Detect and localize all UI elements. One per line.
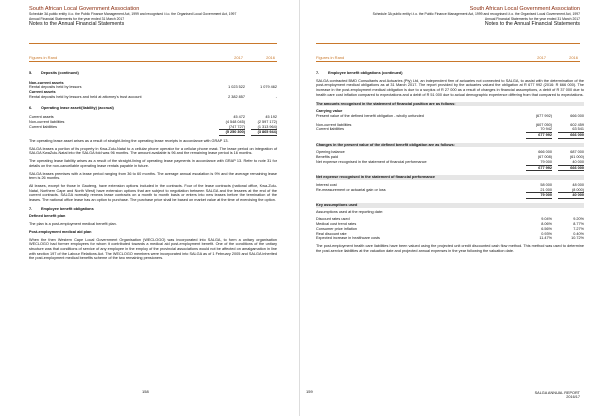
- paragraph: The post-employment health care liabilities have been valued using the projected unit credit discounted cash flow method. This method was used to determine the post-service liabilities at the valuation date and projected annual expenses in the year following the valuation date.: [316, 243, 584, 253]
- total-row: 79 000 40 000: [316, 192, 584, 199]
- table-row: Current liabilities 70 942 63 541: [316, 127, 584, 132]
- band-year-2016: 2016: [266, 55, 275, 60]
- table-row: Interest cost 58 000 48 000: [316, 182, 584, 187]
- ca-label: Current assets: [29, 90, 56, 95]
- table-row: Real discount rate 0.93% 0.40%: [316, 231, 584, 236]
- table-row: Re-measurement or actuarial gain or loss 21 000 (8 000): [316, 187, 584, 192]
- period-line: Annual Financial Statements for the year ended 31 March 2017: [29, 16, 125, 21]
- paragraph: The plan is a post-employment medical benefit plan.: [29, 222, 117, 227]
- doc-title: Notes to the Annual Financial Statements: [484, 20, 580, 27]
- total-row: 677 992 666 000: [316, 132, 584, 139]
- subheading: Post-employment medical aid plan: [29, 229, 92, 234]
- footer-title: SALGA ANNUAL REPORT: [534, 390, 580, 395]
- band-year-2017: 2017: [234, 55, 243, 60]
- section-heading: 7. Employee benefit obligations (continued): [316, 71, 403, 75]
- table-heading: Net expense recognised in the statement of financial performance: [316, 175, 584, 180]
- org-name: South African Local Government Association: [29, 6, 140, 12]
- subheading: Defined benefit plan: [29, 214, 66, 219]
- band-year-2017: 2017: [537, 55, 546, 60]
- table-row: Medical cost trend rates 8.06% 8.77%: [316, 222, 584, 227]
- schedule-line: Schedule 3A public entity i.t.o. the Public Finance Management Act, 1999 and recognised i.t.o. the Organised Local Government Act, 1997: [29, 12, 237, 17]
- liability-split-table: [316, 123, 584, 139]
- section-heading: 7. Employee benefit obligations: [29, 206, 94, 211]
- table-row: Benefits paid (67 008) (61 000): [316, 155, 584, 160]
- section-heading: 6. Operating lease asset/(liability) (accrual): [29, 105, 114, 110]
- table-row: Rental deposits held by lessors 1 023 522 1 079 462: [29, 85, 277, 90]
- paragraph: All leases, except for those in Gauteng, have extension options included in the contracts. Four of the lease contracts (national office, Kwa-Zulu-Natal, Northern Cape and North West) have extension options that are subject to negotiation between SALGA and the lessees at the end of the current contracts. SALGA normally renews lease contracts on a month to month basis or enters into new leases before the termination of the leases. The national office lease has an option to purchase. The purchase price shall be based on market value at the time of exercising the option.: [29, 183, 277, 203]
- table-row: Non-current liabilities (607 050) 602 459: [316, 122, 584, 127]
- page-number: 158: [142, 389, 149, 394]
- table-row: Rental deposits held by lessors and held at attorney's trust account 2 382 857 -: [29, 94, 277, 99]
- schedule-line: Schedule 3A public entity i.t.o. the Public Finance Management Act, 1999 and recognised i.t.o. the Organised Local Government Act, 1997: [372, 12, 580, 17]
- table-row: Discount rates used 9.04% 9.20%: [316, 217, 584, 222]
- assumptions-table: [316, 217, 584, 241]
- paragraph: When the then Western Cape Local Government Organisation (WECLOGO) was incorporated into SALGA, to form a unitary organisation WECLOGO had former employees for whom it contributed towards a medical aid post-employment benefit. One of the conditions of the unitary structure was that conditions of service of any employee in the employ of the provincial associations would not be affected on amalgamation in line with section 197 of the Labour Relations Act. The WECLOGO members were incorporated into SALGA as of 1 February 2005 and SALGA inherited the post-employment medical benefits scheme of the two remaining pensioners.: [29, 237, 277, 261]
- table-row: Current liabilities (747 727) (1 313 964): [29, 124, 277, 129]
- figures-band: [316, 55, 580, 62]
- table-heading: Changes in the present value of the defined benefit obligation are as follows:: [316, 143, 584, 148]
- org-name: South African Local Government Association: [469, 6, 580, 12]
- header-rule: [29, 43, 277, 44]
- band-unit: Figures in Rand: [29, 55, 58, 60]
- table-row: Non-current liabilities (4 548 045) (2 597 172): [29, 119, 277, 124]
- table-row: Current assets 45 472 45 192: [29, 115, 277, 120]
- paragraph: SALGA leases a portion of its property in Kwa-Zulu-Natal to a cellular phone operator for a cellular phone mast. The lease period on integration of SALGA KwaZulu-Natal into the SALGA fold was 96 months. The amount available is 96 and the remaining lease period is 16 months.: [29, 146, 277, 156]
- paragraph: The operating lease liability arises as a result of the straight-lining of operating lease payments in accordance with GRAP 13. Refer to note 31 for details on the non-cancellable operating lease rentals payable in future.: [29, 159, 277, 168]
- section-heading: 5. Deposits (continued): [29, 71, 79, 75]
- report-footer: [535, 391, 580, 400]
- figures-band: [29, 55, 277, 62]
- table-heading: The amounts recognised in the statement of financial position are as follows:: [316, 102, 584, 107]
- page-number: 159: [306, 389, 313, 394]
- doc-title: Notes to the Annual Financial Statements: [29, 20, 125, 27]
- oplease-table: [29, 115, 277, 136]
- left-content: [29, 68, 277, 261]
- band-unit: Figures in Rand: [316, 55, 345, 60]
- right-content: [316, 68, 584, 253]
- table-row: Opening balance 666 000 687 000: [316, 150, 584, 155]
- paragraph: The operating lease asset arises as a result of straight-lining the operating lease receipts in accordance with GRAP 13.: [29, 139, 229, 144]
- table-heading: Key assumptions used: [316, 203, 584, 208]
- changes-table: [316, 150, 584, 171]
- table-row: Expected increase in healthcare costs 11.47% 10.72%: [316, 236, 584, 241]
- net-expense-table: [316, 183, 584, 199]
- period-line: Annual Financial Statements for the year ended 31 March 2017: [484, 16, 580, 21]
- footer-year: 2016/17: [566, 395, 580, 400]
- paragraph: SALGA contracted BMD Consultants and Actuaries (Pty) Ltd, an independent firm of actuaries not connected to SALGA, to assist with the determination of the post-employment medical obligations as at 31 March 2017. The report provided by the actuaries valued the obligation at R 677 992 (2016: R 666 000). The increase in the post-employment medical obligation is due to a surplus of R 27 000 as a result of changes in financial assumptions, a debit of R 37 000 due to health care cost inflation compared to expectations and a debit of R 51 000 due to actual demographic experience differing from that compared to expectations.: [316, 78, 584, 97]
- page-header: [340, 6, 580, 27]
- total-row: (5 250 300) (3 865 944): [29, 129, 277, 136]
- nca-label: Non-current assets: [29, 80, 64, 85]
- page-header: [29, 6, 269, 27]
- right-page: [300, 0, 600, 416]
- table-row: Net expense recognised in the statement of financial performance 79 000 40 000: [316, 159, 584, 164]
- subheading: Assumptions used at the reporting date:: [316, 209, 384, 214]
- subheading: Carrying value: [316, 109, 343, 114]
- table-row: Consumer price inflation 6.56% 7.27%: [316, 226, 584, 231]
- paragraph: SALGA leases premises with a lease period ranging from 36 to 60 months. The average annual escalation is 9% and the average remaining lease term is 26 months.: [29, 171, 277, 181]
- band-year-2016: 2016: [569, 55, 578, 60]
- header-rule: [316, 43, 580, 44]
- total-row: 677 992 666 000: [316, 165, 584, 172]
- table-row: Present value of the defined benefit obligation - wholly unfunded (677 992) 666 000: [316, 113, 584, 118]
